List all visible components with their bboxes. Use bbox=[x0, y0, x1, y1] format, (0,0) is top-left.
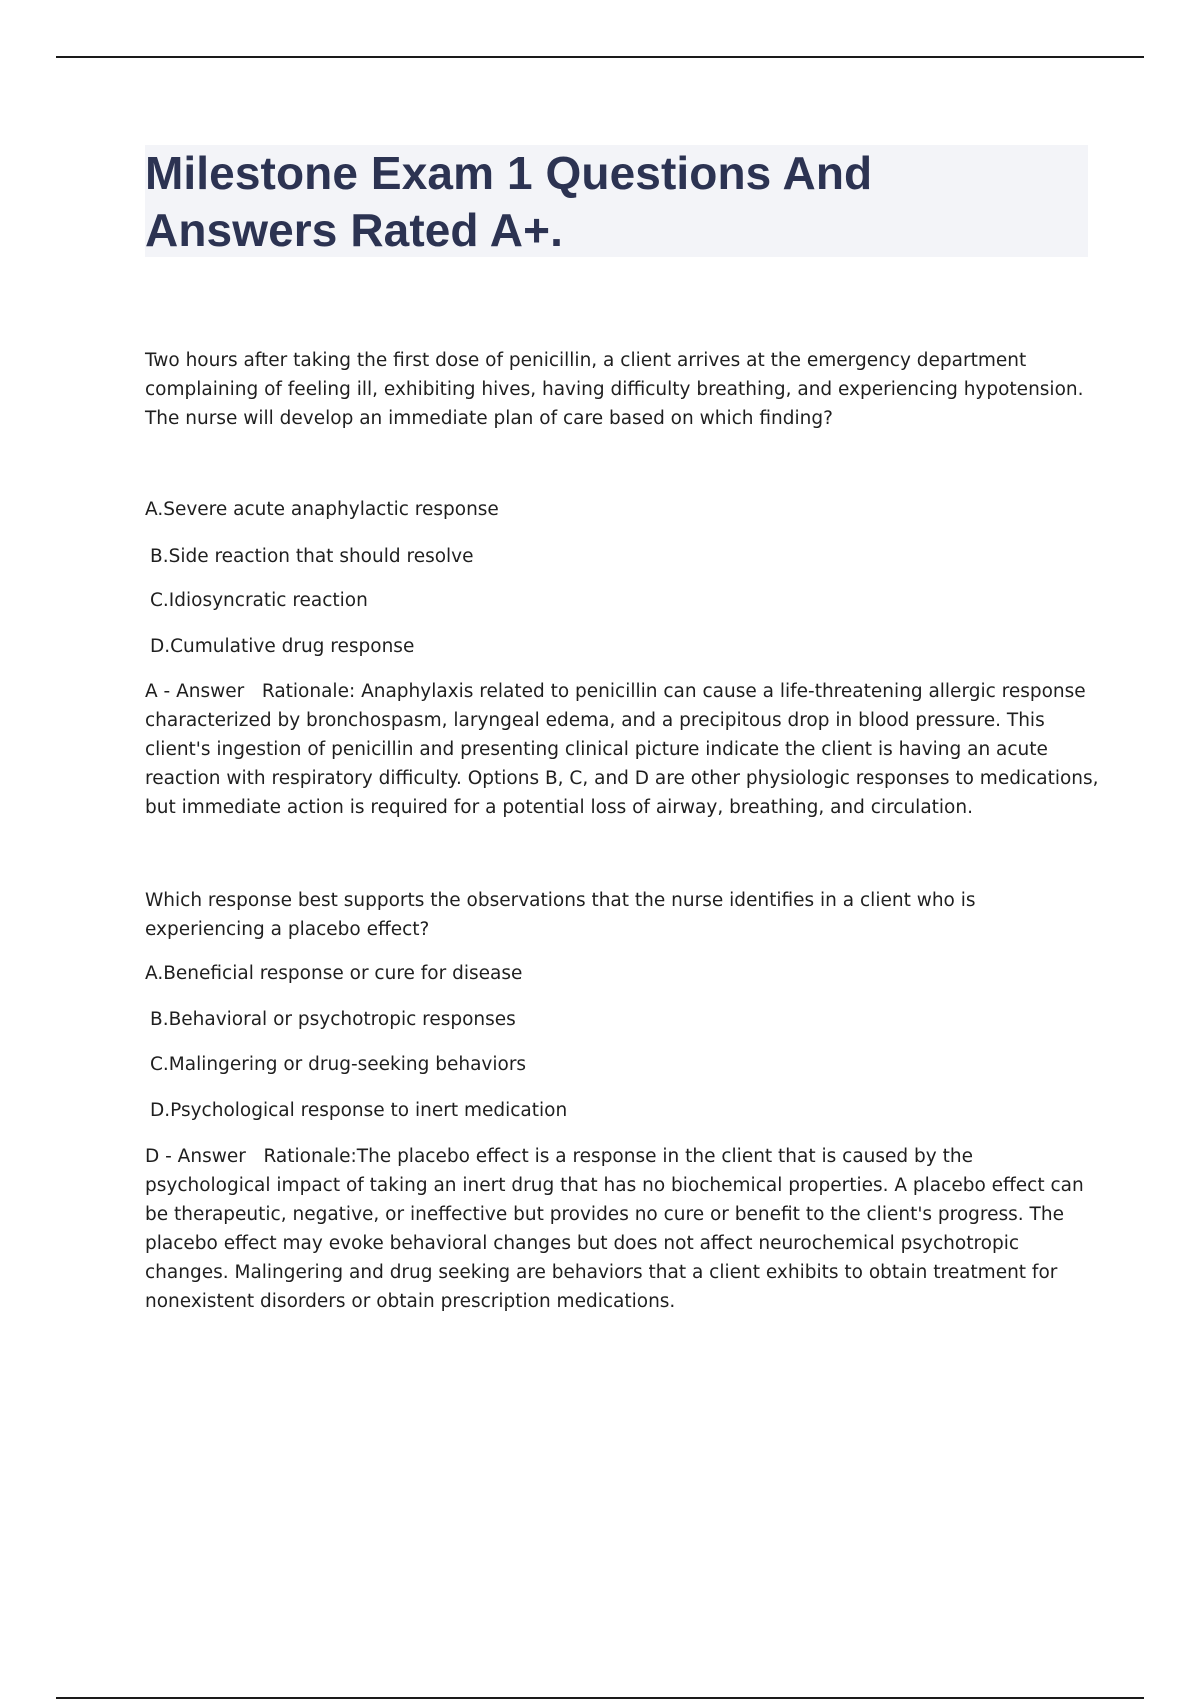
document-title bbox=[145, 145, 1088, 259]
question-2-answer-block bbox=[145, 1142, 1100, 1316]
question-1-option-d: D.Cumulative drug response bbox=[150, 636, 415, 657]
question-2-option-a: A.Beneficial response or cure for disease bbox=[145, 963, 523, 984]
title-line-1: Milestone Exam 1 Questions And bbox=[145, 147, 873, 199]
question-2-option-d: D.Psychological response to inert medication bbox=[150, 1100, 568, 1121]
question-1-option-c: C.Idiosyncratic reaction bbox=[150, 590, 368, 611]
question-2-stem-block bbox=[145, 886, 1100, 944]
question-1-option-a: A.Severe acute anaphylactic response bbox=[145, 499, 499, 520]
question-2-option-c: C.Malingering or drug-seeking behaviors bbox=[150, 1054, 527, 1075]
question-2-stem: Which response best supports the observations that the nurse identifies in a client who is experiencing a placebo effect? bbox=[145, 890, 976, 940]
title-banner bbox=[145, 145, 1088, 257]
question-1-stem: Two hours after taking the first dose of penicillin, a client arrives at the emergency department complaining of feeling ill, exhibiting hives, having difficulty breathing, and experiencing hypotension. The nurse will develop an immediate plan of care based on which finding? bbox=[145, 350, 1084, 429]
title-line-2: Answers Rated A+. bbox=[145, 204, 563, 256]
question-1-answer-block bbox=[145, 677, 1105, 822]
top-rule bbox=[56, 56, 1144, 58]
question-2-option-b: B.Behavioral or psychotropic responses bbox=[150, 1009, 516, 1030]
question-1-option-b: B.Side reaction that should resolve bbox=[150, 546, 474, 567]
bottom-rule bbox=[56, 1697, 1144, 1699]
question-1-stem-block bbox=[145, 346, 1100, 433]
question-1-answer: A - Answer Rationale: Anaphylaxis related to penicillin can cause a life-threatening allergic response characterized by bronchospasm, laryngeal edema, and a precipitous drop in blood pressure. This client's ingestion of penicillin and presenting clinical picture indicate the client is having an acute reaction with respiratory difficulty. Options B, C, and D are other physiologic responses to medications, but immediate action is required for a potential loss of airway, breathing, and circulation. bbox=[145, 681, 1105, 818]
question-2-answer: D - Answer Rationale:The placebo effect is a response in the client that is caused by the psychological impact of taking an inert drug that has no biochemical properties. A placebo effect can be therapeutic, negative, or ineffective but provides no cure or benefit to the client's progress. The placebo effect may evoke behavioral changes but does not affect neurochemical psychotropic changes. Malingering and drug seeking are behaviors that a client exhibits to obtain treatment for nonexistent disorders or obtain prescription medications. bbox=[145, 1146, 1090, 1312]
